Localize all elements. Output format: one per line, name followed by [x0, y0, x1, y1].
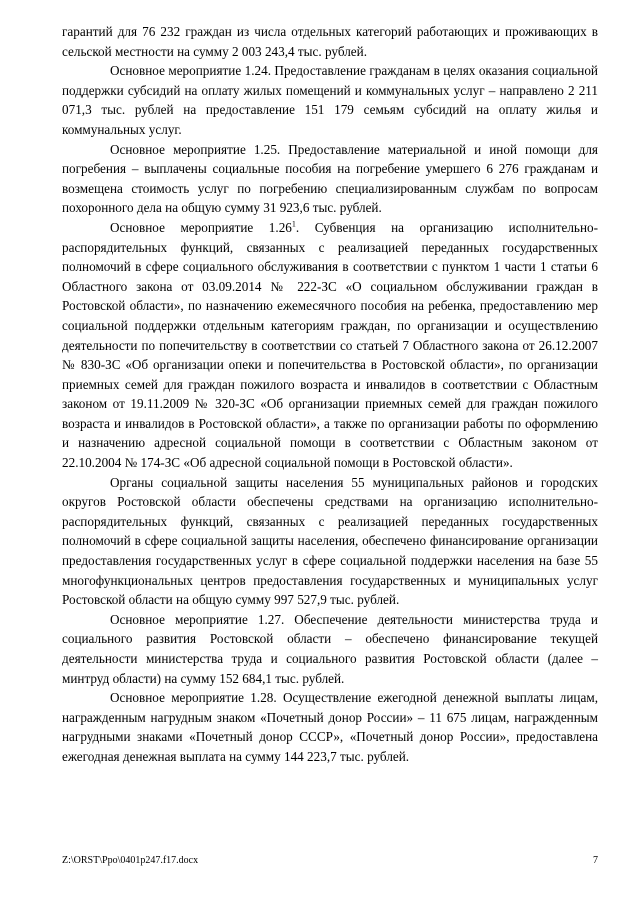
paragraph-measure-1-26-heading: Основное мероприятие 1.26: [110, 219, 292, 235]
paragraph-social-protection-bodies: Органы социальной защиты населения 55 муниципальных районов и городских округов Ростовской области обеспечены средствами на организацию исполнительно-распорядительных функций, связанных с реализацией переданных государственных полномочий в сфере социальной защиты населения, обеспечено финансирование организации предоставления государственных услуг в сфере социальной поддержки населения на базе 55 многофункциональных центров предоставления государственных и муниципальных услуг Ростовской области на общую сумму 997 527,9 тыс. рублей.: [62, 474, 598, 608]
paragraph-measure-1-27: Основное мероприятие 1.27. Обеспечение деятельности министерства труда и социального развития Ростовской области – обеспечено финансирование текущей деятельности министерства труда и социального развития Ростовской области (далее – минтруд области) на сумму 152 684,1 тыс. рублей.: [62, 611, 598, 686]
page-footer: [62, 855, 598, 867]
footer-file-path: Z:\ORST\Ppo\0401p247.f17.docx: [62, 855, 199, 866]
paragraph-measure-1-25: Основное мероприятие 1.25. Предоставление материальной и иной помощи для погребения – выплачены социальные пособия на погребение умершего 6 276 гражданам и возмещена стоимость услуг по погребению специализированным службам по вопросам похоронного дела на общую сумму 31 923,6 тыс. рублей.: [62, 141, 598, 216]
paragraph-measure-1-26: [62, 218, 598, 473]
paragraph-continuation: гарантий для 76 232 граждан из числа отдельных категорий работающих и проживающих в сельской местности на сумму 2 003 243,4 тыс. рублей.: [62, 24, 598, 59]
footer-page-number: 7: [593, 855, 598, 866]
paragraph-measure-1-26-body: . Субвенция на организацию исполнительно-распорядительных функций, связанных с реализацией переданных государственных полномочий в сфере социального обслуживания в соответствии с пунктом 1 части 1 статьи 6 Областного закона от 03.09.2014 № 222-ЗС «О социальном обслуживании граждан в Ростовской области», по назначению ежемесячного пособия на ребенка, предоставлению мер социальной поддержки отдельным категориям граждан, по организации и осуществлению деятельности по попечительству в соответствии со статьей 7 Областного закона от 26.12.2007 № 830-ЗС «Об организации опеки и попечительства в Ростовской области», по организации приемных семей для граждан пожилого возраста и инвалидов в соответствии с Областным законом от 19.11.2009 № 320-ЗС «Об организации приемных семей для граждан пожилого возраста и инвалидов в Ростовской области», а также по организации работы по оформлению и назначению адресной социальной помощи в соответствии с Областным законом от 22.10.2004 № 174-ЗС «Об адресной социальной помощи в Ростовской области».: [62, 219, 598, 471]
footnote-marker: 1: [291, 219, 296, 229]
document-page: [62, 22, 598, 767]
paragraph-measure-1-24: Основное мероприятие 1.24. Предоставление гражданам в целях оказания социальной поддержки субсидий на оплату жилых помещений и коммунальных услуг – направлено 2 211 071,3 тыс. рублей на предоставление 151 179 семьям субсидий на оплату жилья и коммунальных услуг.: [62, 63, 598, 137]
paragraph-measure-1-28: Основное мероприятие 1.28. Осуществление ежегодной денежной выплаты лицам, награжденным нагрудным знаком «Почетный донор России» – 11 675 лицам, награжденным нагрудными знаками «Почетный донор СССР», «Почетный донор России», предоставлена ежегодная денежная выплата на сумму 144 223,7 тыс. рублей.: [62, 690, 598, 764]
